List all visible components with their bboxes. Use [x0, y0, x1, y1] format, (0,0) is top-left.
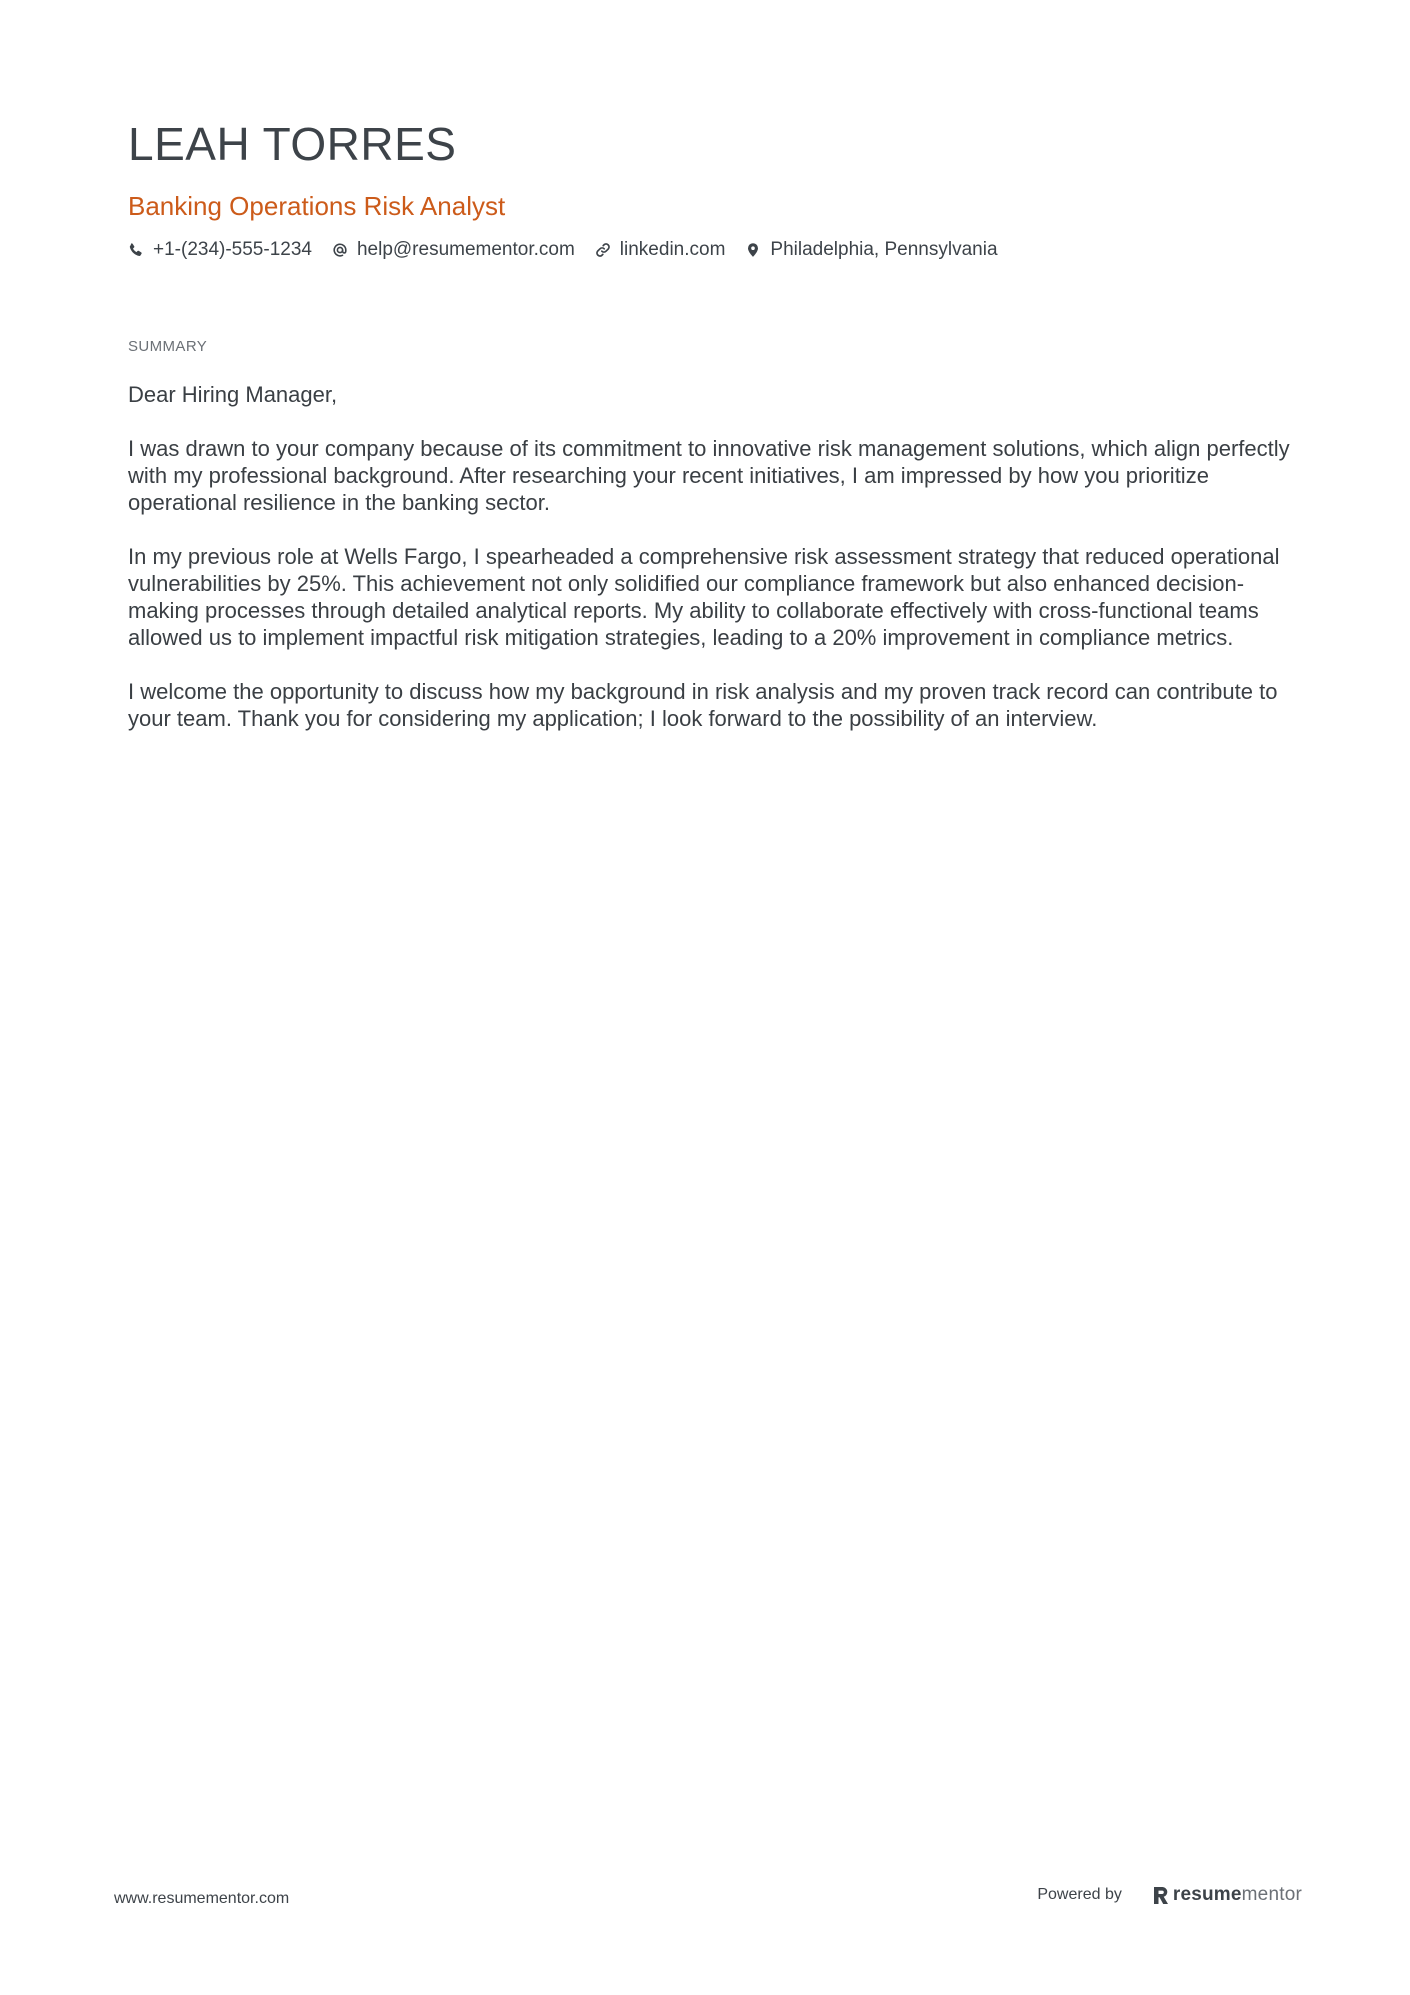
linkedin-text: linkedin.com: [619, 239, 726, 260]
contact-bar: [128, 236, 1288, 264]
footer-website[interactable]: www.resumementor.com: [114, 1890, 290, 1907]
email-text: help@resumementor.com: [356, 239, 575, 260]
location-text: Philadelphia, Pennsylvania: [770, 239, 998, 260]
footer-branding: [1037, 1884, 1302, 1906]
contact-email[interactable]: [332, 236, 575, 264]
powered-by-text: Powered by: [1037, 1886, 1122, 1903]
phone-icon: [128, 242, 144, 258]
summary-heading: SUMMARY: [128, 338, 208, 355]
resumementor-wordmark: [1173, 1884, 1302, 1906]
letter-body: [128, 381, 1300, 759]
resumementor-logo[interactable]: [1152, 1884, 1302, 1906]
letter-paragraph: I welcome the opportunity to discuss how my background in risk analysis and my proven track record can contribute to your team. Thank you for considering my application; I look forward to the possibility of an interview.: [128, 679, 1278, 731]
letter-paragraph: In my previous role at Wells Fargo, I spearheaded a comprehensive risk assessment strategy that reduced operational vulnerabilities by 25%. This achievement not only solidified our compliance framework but also enhanced decision-making processes through detailed analytical reports. My ability to collaborate effectively with cross-functional teams allowed us to implement impactful risk mitigation strategies, leading to a 20% improvement in compliance metrics.: [128, 544, 1280, 650]
brand-light: mentor: [1241, 1884, 1302, 1905]
map-pin-icon: [745, 242, 761, 258]
phone-text: +1-(234)-555-1234: [153, 239, 312, 260]
letter-paragraph: I was drawn to your company because of its commitment to innovative risk management solutions, which align perfectly with my professional background. After researching your recent initiatives, I am impressed by how you prioritize operational resilience in the banking sector.: [128, 436, 1290, 515]
letter-greeting: Dear Hiring Manager,: [128, 382, 338, 407]
header: [128, 112, 1288, 264]
resumementor-logo-icon: [1152, 1884, 1170, 1906]
brand-bold: resume: [1172, 1884, 1242, 1905]
job-title: Banking Operations Risk Analyst: [128, 191, 506, 221]
contact-phone[interactable]: [128, 236, 312, 264]
contact-linkedin[interactable]: [595, 236, 726, 264]
link-icon: [595, 242, 611, 258]
at-icon: [332, 242, 348, 258]
contact-location: [745, 236, 997, 264]
candidate-name: LEAH TORRES: [128, 118, 457, 170]
